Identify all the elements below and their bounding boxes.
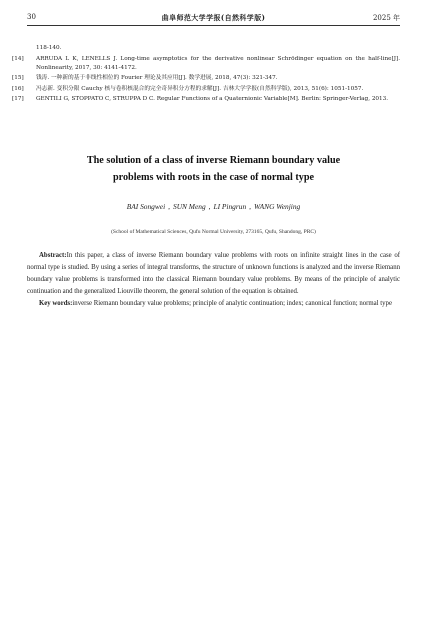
reference-text: GENTILI G, STOPPATO C, STRUPPA D C. Regular Functions of a Quaternionic Variable[M]. Berlin: Springer-Verlag, 2013. — [36, 96, 389, 102]
author-list — [20, 202, 407, 211]
page-number: 30 — [27, 13, 36, 21]
author-separator: , — [208, 202, 211, 211]
reference-item — [12, 85, 400, 94]
abstract-paragraph — [27, 250, 400, 298]
journal-title: 曲阜师范大学学报(自然科学版) — [161, 13, 266, 22]
reference-item — [12, 95, 400, 104]
reference-text: 冯志新. 变积分限 Cauchy 核与卷积核混合的完全奇异积分方程的求解[J]. 吉林大学学报(自然科学版), 2013, 51(6): 1051-1057. — [36, 85, 364, 92]
reference-list — [12, 44, 400, 106]
author-separator: , — [249, 202, 252, 211]
abstract-label: Abstract: — [39, 252, 67, 259]
reference-text: ARRUDA L K, LENELLS J. Long-time asymptotics for the derivative nonlinear Schrödinger equation on the half-line[J]. Nonlinearity, 2017, 30: 4141-4172. — [36, 55, 400, 71]
abstract-text: In this paper, a class of inverse Riemann boundary value problems with roots on infinite straight lines in the case of normal type is studied. By using a series of integral transforms, the structure of unknown functions is analyzed and the inverse Riemann boundary value problems is transformed into the classical Riemann boundary value problems. By means of the principle of analytic continuation and the generalized Liouville theorem, the general solution of the equation is obtained. — [27, 252, 400, 295]
reference-item — [12, 44, 400, 53]
reference-text: 118-140. — [36, 45, 62, 51]
author-name: WANG Wenjing — [254, 202, 301, 211]
keywords-label: Key words: — [39, 300, 73, 307]
reference-number: [15] — [12, 75, 24, 81]
abstract-section — [27, 250, 400, 310]
reference-number: [17] — [12, 96, 24, 102]
reference-item — [12, 55, 400, 73]
keywords-paragraph — [27, 298, 400, 310]
journal-year: 2025 年 — [372, 14, 400, 22]
reference-text: 钱涛. 一种新的基于非线性相位的 Fourier 理论及其应用[J]. 数学进展, 2018, 47(3): 321-347. — [36, 75, 278, 81]
running-header — [27, 11, 400, 26]
reference-number: [14] — [12, 55, 24, 62]
author-name: BAI Songwei — [126, 202, 166, 211]
author-name: SUN Meng — [173, 202, 206, 211]
keywords-text: inverse Riemann boundary value problems; principle of analytic continuation; index; canonical function; normal type — [72, 300, 392, 307]
author-name: LI Pingrun — [213, 202, 247, 211]
reference-item — [12, 74, 400, 83]
author-separator: , — [168, 202, 170, 211]
title-line-1: The solution of a class of inverse Riemann boundary value — [86, 155, 341, 166]
affiliation: (School of Mathematical Sciences, Qufu Normal University, 273165, Qufu, Shandong, PRC) — [111, 229, 316, 235]
paper-title — [20, 152, 407, 186]
title-line-2: problems with roots in the case of normal type — [112, 172, 315, 183]
reference-number: [16] — [12, 85, 24, 92]
